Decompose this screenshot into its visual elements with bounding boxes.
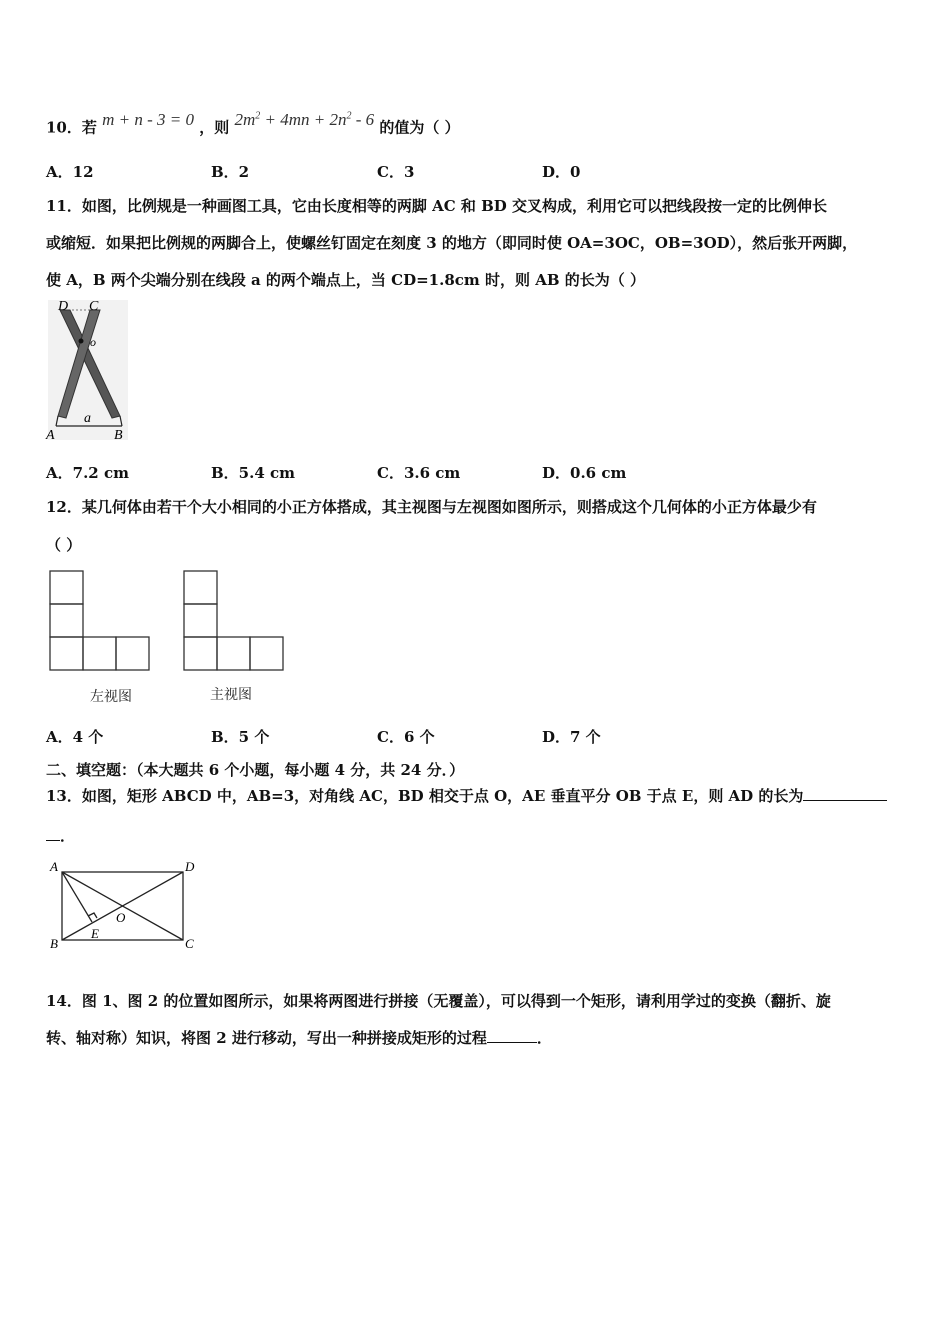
q11-option-c: C．3.6 cm xyxy=(377,464,461,482)
q10-option-a: A．12 xyxy=(46,163,94,181)
q14-line-1: 14．图 1、图 2 的位置如图所示，如果将两图进行拼接（无覆盖），可以得到一个矩形，请利用学过的变换（翻折、旋 xyxy=(46,992,831,1010)
q11-option-b: B．5.4 cm xyxy=(211,464,296,482)
q10-option-b: B．2 xyxy=(211,163,250,181)
label-D: D xyxy=(185,859,195,874)
label-C: C xyxy=(185,936,194,951)
label-C: C xyxy=(89,299,99,314)
q12-option-b: B．5 个 xyxy=(211,728,270,746)
q12-line-2: （ ） xyxy=(46,536,82,554)
q11-line-3: 使 A，B 两个尖端分别在线段 a 的两个端点上，当 CD=1.8cm 时，则 AB 的长为（ ） xyxy=(46,271,645,289)
label-a: a xyxy=(84,411,91,426)
label-A: A xyxy=(46,428,55,443)
q12-option-a: A．4 个 xyxy=(46,728,104,746)
q12-option-c: C．6 个 xyxy=(377,728,435,746)
q12-line-1: 12．某几何体由若干个大小相同的小正方体搭成，其主视图与左视图如图所示，则搭成这个几何体的小正方体最少有 xyxy=(46,498,817,516)
main-view-figure xyxy=(180,568,290,672)
q13-line-1: 13．如图，矩形 ABCD 中，AB=3，对角线 AC，BD 相交于点 O，AE 垂直平分 OB 于点 E，则 AD 的长为 xyxy=(46,786,887,806)
main-view-caption: 主视图 xyxy=(210,687,252,703)
proportional-compass-figure xyxy=(44,296,130,444)
q13-line-2: ． xyxy=(46,826,75,846)
q11-line-1: 11．如图，比例规是一种画图工具，它由长度相等的两脚 AC 和 BD 交叉构成，利用它可以把线段按一定的比例伸长 xyxy=(46,197,828,215)
rectangle-abcd-figure xyxy=(44,856,204,952)
q10-suffix: 的值为（ ） xyxy=(379,118,460,137)
q11-option-a: A．7.2 cm xyxy=(46,464,129,482)
label-B: B xyxy=(50,936,58,951)
q10-option-d: D．0 xyxy=(542,163,581,181)
label-O: o xyxy=(90,335,96,349)
label-E: E xyxy=(91,926,99,941)
label-O: O xyxy=(116,910,126,925)
left-view-caption: 左视图 xyxy=(90,689,132,705)
label-D: D xyxy=(58,299,69,314)
q10-condition: m + n - 3 = 0 xyxy=(102,109,194,129)
section-title: 二、填空题：（本大题共 6 个小题，每小题 4 分，共 24 分．） xyxy=(46,761,465,779)
q10-option-c: C．3 xyxy=(377,163,415,181)
q10-prefix: 10．若 xyxy=(46,118,97,137)
label-A: A xyxy=(50,859,58,874)
q13-answer-blank[interactable] xyxy=(803,786,887,801)
q13-answer-blank-cont xyxy=(46,826,60,841)
q10-mid: ，则 xyxy=(199,118,230,137)
q10-expression: $2m^2 + 4mn + 2n^2 - 6$ xyxy=(234,109,375,129)
label-B: B xyxy=(114,428,123,443)
left-view-figure xyxy=(46,568,156,672)
q12-option-d: D．7 个 xyxy=(542,728,601,746)
q11-line-2: 或缩短．如果把比例规的两脚合上，使螺丝钉固定在刻度 3 的地方（即同时使 OA=3OC，OB=3OD），然后张开两脚， xyxy=(46,234,858,252)
q10-stem xyxy=(46,109,460,138)
q14-answer-blank[interactable] xyxy=(487,1028,537,1043)
q14-line-2: 转、轴对称）知识，将图 2 进行移动，写出一种拼接成矩形的过程 ． xyxy=(46,1029,552,1047)
q11-option-d: D．0.6 cm xyxy=(542,464,627,482)
